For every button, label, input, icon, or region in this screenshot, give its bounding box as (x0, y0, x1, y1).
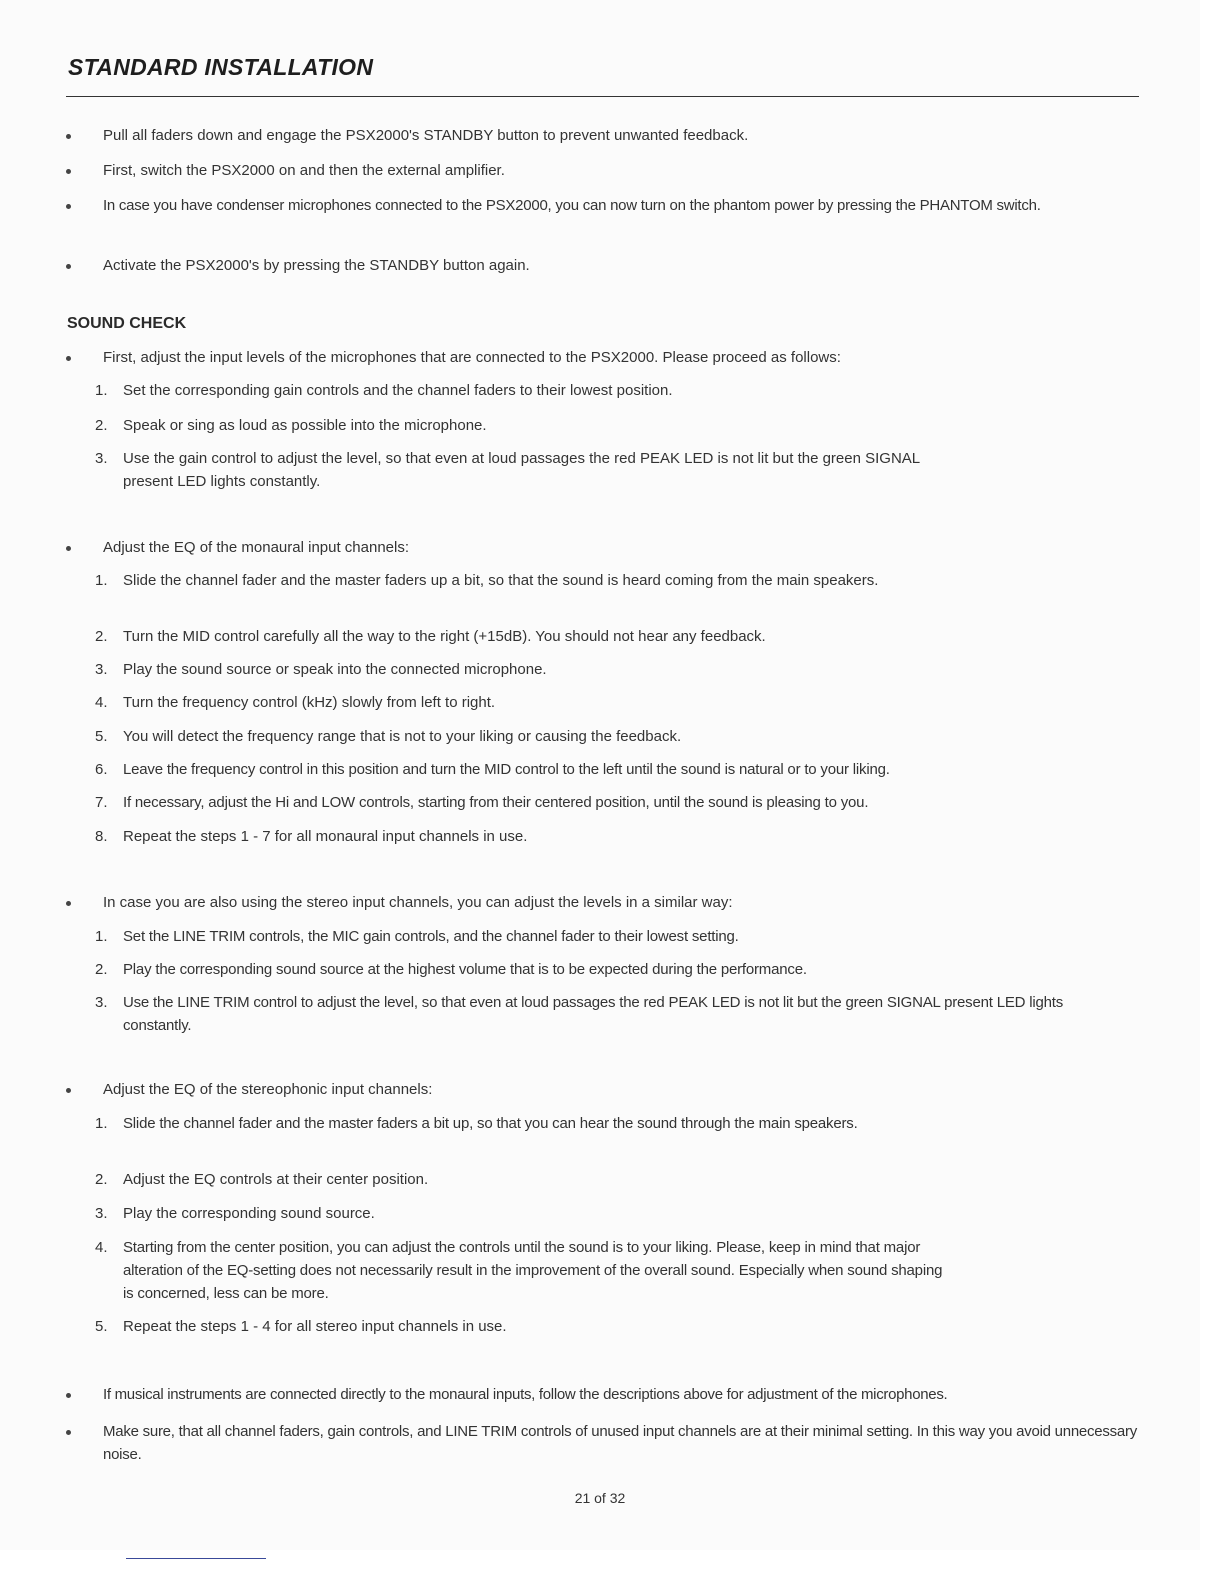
step-number: 1. (95, 928, 108, 945)
intro-item: In case you have condenser microphones connected to the PSX2000, you can now turn on the phantom power by pressing the PHANTOM switch. (103, 197, 1041, 214)
step-number: 5. (95, 728, 108, 745)
step-text: You will detect the frequency range that is not to your liking or causing the feedback. (123, 728, 682, 745)
bullet-marker (66, 124, 71, 147)
step-text: Turn the frequency control (kHz) slowly from left to right. (123, 694, 496, 711)
bullet-marker (66, 346, 71, 369)
step-number: 3. (95, 994, 108, 1011)
step-number: 3. (95, 661, 108, 678)
step-text: Repeat the steps 1 - 4 for all stereo input channels in use. (123, 1318, 507, 1335)
step-text: Adjust the EQ controls at their center position. (123, 1171, 429, 1188)
section-lead: Adjust the EQ of the stereophonic input channels: (103, 1081, 433, 1098)
page-title: STANDARD INSTALLATION (68, 54, 374, 80)
step-text: Set the LINE TRIM controls, the MIC gain controls, and the channel fader to their lowest setting. (123, 928, 739, 945)
bullet-marker (66, 891, 71, 914)
title-rule (66, 96, 1139, 97)
step-text: Play the sound source or speak into the connected microphone. (123, 661, 547, 678)
step-text: Set the corresponding gain controls and the channel faders to their lowest position. (123, 382, 673, 399)
step-text: Slide the channel fader and the master faders up a bit, so that the sound is heard coming from the main speakers. (123, 572, 879, 589)
step-text: Starting from the center position, you can adjust the controls until the sound is to your liking. Please, keep in mind that major alteration of the EQ-setting does not necessarily result in the improvement of the overall sound. Especially when sound shaping is concerned, less can be more. (123, 1239, 943, 1302)
step-number: 4. (95, 1239, 108, 1256)
intro-item: Activate the PSX2000's by pressing the STANDBY button again. (103, 257, 530, 274)
step-text: Leave the frequency control in this position and turn the MID control to the left until the sound is natural or to your liking. (123, 761, 890, 778)
bullet-marker (66, 1078, 71, 1101)
step-number: 1. (95, 382, 108, 399)
scan-mark (126, 1558, 266, 1559)
section-lead: First, adjust the input levels of the microphones that are connected to the PSX2000. Please proceed as follows: (103, 349, 841, 366)
section-lead: In case you are also using the stereo input channels, you can adjust the levels in a similar way: (103, 894, 733, 911)
step-number: 5. (95, 1318, 108, 1335)
page-number: 21 of 32 (574, 1490, 626, 1506)
step-number: 2. (95, 1171, 108, 1188)
step-text: If necessary, adjust the Hi and LOW controls, starting from their centered position, until the sound is pleasing to you. (123, 794, 869, 811)
bullet-marker (66, 536, 71, 559)
step-number: 6. (95, 761, 108, 778)
bullet-marker (66, 1383, 71, 1406)
step-number: 2. (95, 961, 108, 978)
section-heading: SOUND CHECK (67, 315, 187, 332)
bullet-marker (66, 254, 71, 277)
step-number: 1. (95, 572, 108, 589)
step-text: Play the corresponding sound source. (123, 1205, 375, 1222)
step-text: Turn the MID control carefully all the way to the right (+15dB). You should not hear any feedback. (123, 628, 766, 645)
step-text: Use the gain control to adjust the level, so that even at loud passages the red PEAK LED is not lit but the green SIGNAL present LED lights constantly. (123, 450, 920, 490)
step-number: 4. (95, 694, 108, 711)
step-number: 3. (95, 450, 108, 467)
step-text: Play the corresponding sound source at the highest volume that is to be expected during the performance. (123, 961, 807, 978)
intro-item: Pull all faders down and engage the PSX2000's STANDBY button to prevent unwanted feedback. (103, 127, 749, 144)
closing-item: Make sure, that all channel faders, gain controls, and LINE TRIM controls of unused input channels are at their minimal setting. In this way you avoid unnecessary noise. (103, 1423, 1137, 1463)
step-number: 1. (95, 1115, 108, 1132)
section-lead: Adjust the EQ of the monaural input channels: (103, 539, 410, 556)
step-number: 3. (95, 1205, 108, 1222)
step-text: Speak or sing as loud as possible into the microphone. (123, 417, 487, 434)
step-text: Repeat the steps 1 - 7 for all monaural input channels in use. (123, 828, 528, 845)
intro-item: First, switch the PSX2000 on and then the external amplifier. (103, 162, 505, 179)
bullet-marker (66, 1420, 71, 1443)
bullet-marker (66, 194, 71, 217)
step-text: Slide the channel fader and the master faders a bit up, so that you can hear the sound through the main speakers. (123, 1115, 858, 1132)
step-number: 7. (95, 794, 108, 811)
step-number: 2. (95, 628, 108, 645)
step-text: Use the LINE TRIM control to adjust the level, so that even at loud passages the red PEAK LED is not lit but the green SIGNAL present LED lights constantly. (123, 994, 1064, 1034)
step-number: 8. (95, 828, 108, 845)
step-number: 2. (95, 417, 108, 434)
bullet-marker (66, 159, 71, 182)
closing-item: If musical instruments are connected directly to the monaural inputs, follow the descriptions above for adjustment of the microphones. (103, 1386, 948, 1403)
